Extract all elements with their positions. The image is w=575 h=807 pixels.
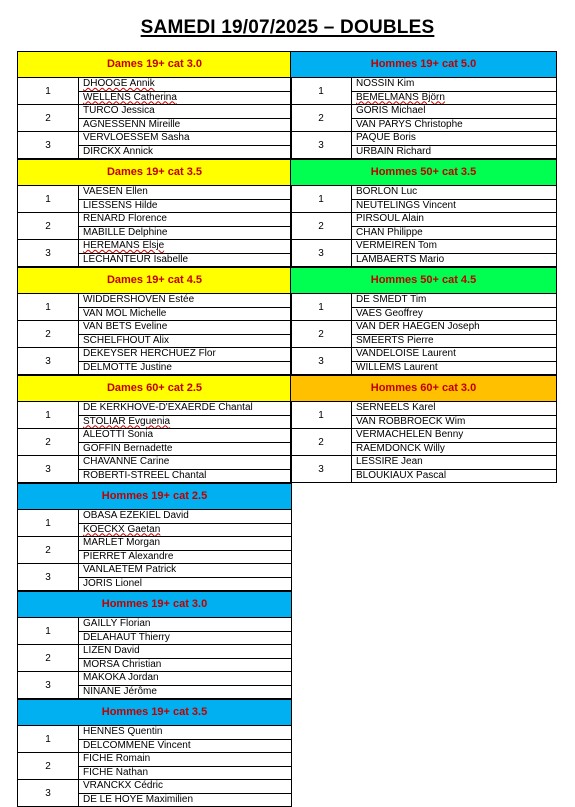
player-name-text: DE KERKHOVE-D'EXAERDE Chantal [83,402,253,413]
player-name [352,415,556,429]
player-name [352,240,556,253]
player-name-text: NOSSIN Kim [356,78,415,89]
pair-players [79,537,291,563]
pair-row [291,321,556,348]
pair-row [18,672,291,699]
pair-row [18,240,291,267]
pair-row [18,402,291,429]
pair-players [79,510,291,536]
player-name [79,753,291,766]
player-name-text: WILLEMS Laurent [356,361,438,373]
player-name-text: DELMOTTE Justine [83,361,172,373]
pair-row [18,456,291,483]
pair-row [291,186,556,213]
pair-number: 3 [18,564,79,590]
title-text: SAMEDI 19/07/2025 – DOUBLES [140,17,435,38]
pair-number: 2 [291,429,352,455]
player-name [79,199,291,213]
player-name [79,91,291,105]
player-name-text: VAN DER HAEGEN Joseph [356,321,480,332]
player-name-text: SERNEELS Karel [356,402,436,413]
pair-number: 2 [18,213,79,239]
player-name-text: NINANE Jérôme [83,685,157,697]
player-name-text: URBAIN Richard [356,145,432,157]
pair-row [291,105,556,132]
player-name [352,469,556,483]
pair-number: 1 [18,78,79,104]
page-title [0,17,575,39]
player-name-text: BEMELMANS Björn [356,91,445,103]
pair-number: 2 [18,645,79,671]
pair-players [79,618,291,644]
player-name [79,469,291,483]
pair-players [79,294,291,320]
player-name [352,321,556,334]
pair-number: 1 [18,186,79,212]
player-name-text: DE SMEDT Tim [356,294,427,305]
pair-number: 1 [18,618,79,644]
player-name [79,726,291,739]
player-name-text: BORLON Luc [356,186,418,197]
player-name-text: LIESSENS Hilde [83,199,158,211]
player-name-text: PIERRET Alexandre [83,550,174,562]
pair-players [352,321,556,347]
pair-players [352,240,556,266]
pair-number: 3 [291,348,352,374]
player-name [79,631,291,645]
player-name [352,91,556,105]
player-name [352,105,556,118]
player-name [79,523,291,537]
pair-number: 1 [18,402,79,428]
player-name-text: SMEERTS Pierre [356,334,434,346]
player-name-text: MARLET Morgan [83,537,161,548]
player-name [352,78,556,91]
player-name [79,213,291,226]
player-name [79,348,291,361]
pair-row [18,510,291,537]
pair-players [79,753,291,779]
pair-row [18,105,291,132]
pair-row [18,348,291,375]
player-name-text: ROBERTI-STREEL Chantal [83,469,207,481]
player-name [79,105,291,118]
player-name-text: WIDDERSHOVEN Estée [83,294,195,305]
player-name-text: LECHANTEUR Isabelle [83,253,189,265]
pair-number: 2 [18,321,79,347]
player-name-text: CHAVANNE Carine [83,456,170,467]
player-name [79,294,291,307]
pair-row [291,456,556,482]
player-name-text: PIRSOUL Alain [356,213,424,224]
player-name-text: VERVLOESSEM Sasha [83,132,190,143]
category-header: Hommes 50+ cat 3.5 [291,159,556,186]
player-name [352,334,556,348]
player-name [352,442,556,456]
player-name [79,321,291,334]
player-name-text: DIRCKX Annick [83,145,154,157]
pair-players [79,240,291,266]
pair-players [79,780,291,806]
pair-players [79,78,291,104]
player-name [79,645,291,658]
pair-row [291,78,556,105]
player-name-text: VAN ROBBROECK Wim [356,415,466,427]
player-name-text: ALEOTTI Sonia [83,429,154,440]
player-name [352,132,556,145]
pair-row [18,132,291,159]
player-name [352,145,556,159]
category-header: Dames 19+ cat 3.5 [18,159,291,186]
player-name-text: BLOUKIAUX Pascal [356,469,447,481]
player-name [79,429,291,442]
pair-number: 3 [291,240,352,266]
right-column [290,51,557,483]
player-name-text: VAES Geoffrey [356,307,423,319]
player-name-text: STOLIAR Evguenia [83,415,171,427]
player-name [79,226,291,240]
pair-row [291,429,556,456]
pair-row [18,753,291,780]
player-name-text: OBASA EZEKIEL David [83,510,189,521]
pair-row [291,402,556,429]
player-name-text: DE LE HOYE Maximilien [83,793,194,805]
player-name-text: LIZEN David [83,645,140,656]
pair-number: 2 [18,429,79,455]
pair-number: 1 [291,78,352,104]
pair-row [18,429,291,456]
player-name-text: SCHELFHOUT Alix [83,334,169,346]
player-name [79,537,291,550]
player-name [79,402,291,415]
player-name [79,618,291,631]
category-header: Dames 60+ cat 2.5 [18,375,291,402]
category-header: Hommes 19+ cat 2.5 [18,483,291,510]
player-name-text: RENARD Florence [83,213,167,224]
pair-number: 2 [18,753,79,779]
player-name [79,132,291,145]
player-name-text: NEUTELINGS Vincent [356,199,456,211]
pair-players [352,105,556,131]
pair-row [291,294,556,321]
pair-number: 3 [18,780,79,806]
pair-row [291,132,556,159]
player-name [79,361,291,375]
pair-number: 3 [18,672,79,698]
player-name [352,199,556,213]
pair-number: 2 [18,537,79,563]
player-name-text: VERMEIREN Tom [356,240,437,251]
pair-row [18,726,291,753]
player-name [79,118,291,132]
player-name [352,348,556,361]
player-name [79,240,291,253]
player-name [79,442,291,456]
category-header: Hommes 19+ cat 3.5 [18,699,291,726]
player-name-text: KOECKX Gaetan [83,523,161,535]
pair-row [18,213,291,240]
player-name-text: GORIS Michael [356,105,426,116]
pair-players [352,78,556,104]
pair-players [352,429,556,455]
player-name [352,294,556,307]
pair-number: 1 [291,402,352,428]
pair-players [352,402,556,428]
pair-players [79,132,291,158]
player-name [79,685,291,699]
pair-row [18,294,291,321]
pair-number: 3 [18,132,79,158]
player-name-text: HENNES Quentin [83,726,163,737]
pair-players [79,645,291,671]
player-name [352,402,556,415]
player-name-text: DEKEYSER HERCHUEZ Flor [83,348,216,359]
pair-row [291,348,556,375]
player-name [79,793,291,807]
player-name-text: HEREMANS Elsje [83,240,165,251]
pair-number: 3 [18,240,79,266]
pair-players [352,213,556,239]
player-name [79,253,291,267]
pair-number: 1 [18,726,79,752]
player-name-text: VAN MOL Michelle [83,307,167,319]
pair-number: 3 [291,132,352,158]
pair-number: 1 [18,294,79,320]
pair-row [18,780,291,806]
player-name-text: TURCO Jessica [83,105,155,116]
player-name-text: WELLENS Catherina [83,91,177,103]
category-header: Dames 19+ cat 4.5 [18,267,291,294]
player-name [352,118,556,132]
player-name-text: RAEMDONCK Willy [356,442,445,454]
player-name [79,739,291,753]
player-name [79,780,291,793]
pair-players [79,186,291,212]
pair-players [79,726,291,752]
player-name-text: LAMBAERTS Mario [356,253,445,265]
player-name [352,456,556,469]
pair-row [291,213,556,240]
category-header: Hommes 60+ cat 3.0 [291,375,556,402]
player-name [352,186,556,199]
pair-players [79,429,291,455]
player-name-text: JORIS Lionel [83,577,142,589]
player-name-text: FICHE Nathan [83,766,149,778]
category-header: Dames 19+ cat 3.0 [18,52,291,78]
player-name-text: VAN BETS Eveline [83,321,168,332]
pair-players [352,294,556,320]
pair-players [79,348,291,374]
pair-row [18,186,291,213]
player-name-text: DELCOMMENE Vincent [83,739,191,751]
pair-number: 3 [18,348,79,374]
player-name [352,226,556,240]
player-name-text: GOFFIN Bernadette [83,442,173,454]
pair-number: 2 [291,321,352,347]
player-name-text: AGNESSENN Mireille [83,118,181,130]
player-name [79,334,291,348]
player-name [79,550,291,564]
pair-number: 1 [18,510,79,536]
pair-number: 3 [18,456,79,482]
player-name [79,307,291,321]
pair-number: 2 [291,105,352,131]
player-name-text: MABILLE Delphine [83,226,168,238]
player-name [79,510,291,523]
pair-row [18,537,291,564]
player-name-text: VANLAETEM Patrick [83,564,177,575]
category-header: Hommes 50+ cat 4.5 [291,267,556,294]
pair-players [79,321,291,347]
player-name [79,658,291,672]
player-name-text: CHAN Philippe [356,226,423,238]
player-name-text: LESSIRE Jean [356,456,423,467]
pair-number: 3 [291,456,352,482]
player-name-text: VAN PARYS Christophe [356,118,463,130]
player-name [352,361,556,375]
player-name [352,213,556,226]
pair-players [79,402,291,428]
player-name [352,429,556,442]
pair-number: 2 [291,213,352,239]
player-name-text: DHOOGE Annik [83,78,155,89]
pair-players [352,348,556,374]
pair-row [291,240,556,267]
category-header: Hommes 19+ cat 3.0 [18,591,291,618]
player-name-text: GAILLY Florian [83,618,151,629]
pair-players [352,132,556,158]
category-header: Hommes 19+ cat 5.0 [291,52,556,78]
player-name-text: DELAHAUT Thierry [83,631,170,643]
pair-players [352,456,556,482]
player-name [79,577,291,591]
player-name-text: MAKOKA Jordan [83,672,159,683]
player-name-text: VANDELOISE Laurent [356,348,456,359]
player-name-text: MORSA Christian [83,658,162,670]
player-name-text: PAQUE Boris [356,132,416,143]
pair-row [18,321,291,348]
pair-players [79,213,291,239]
player-name [352,307,556,321]
pair-players [79,564,291,590]
pair-players [79,672,291,698]
pair-row [18,618,291,645]
player-name-text: VRANCKX Cédric [83,780,164,791]
player-name [79,145,291,159]
player-name-text: VAESEN Ellen [83,186,148,197]
pair-number: 2 [18,105,79,131]
pair-number: 1 [291,294,352,320]
pair-row [18,78,291,105]
player-name [79,564,291,577]
player-name-text: VERMACHELEN Benny [356,429,464,440]
pair-players [79,105,291,131]
player-name [79,456,291,469]
pair-players [79,456,291,482]
player-name [79,415,291,429]
pair-row [18,564,291,591]
pair-row [18,645,291,672]
player-name-text: FICHE Romain [83,753,151,764]
left-column [17,51,292,807]
player-name [79,186,291,199]
player-name [79,78,291,91]
pair-number: 1 [291,186,352,212]
pair-players [352,186,556,212]
player-name [352,253,556,267]
player-name [79,672,291,685]
